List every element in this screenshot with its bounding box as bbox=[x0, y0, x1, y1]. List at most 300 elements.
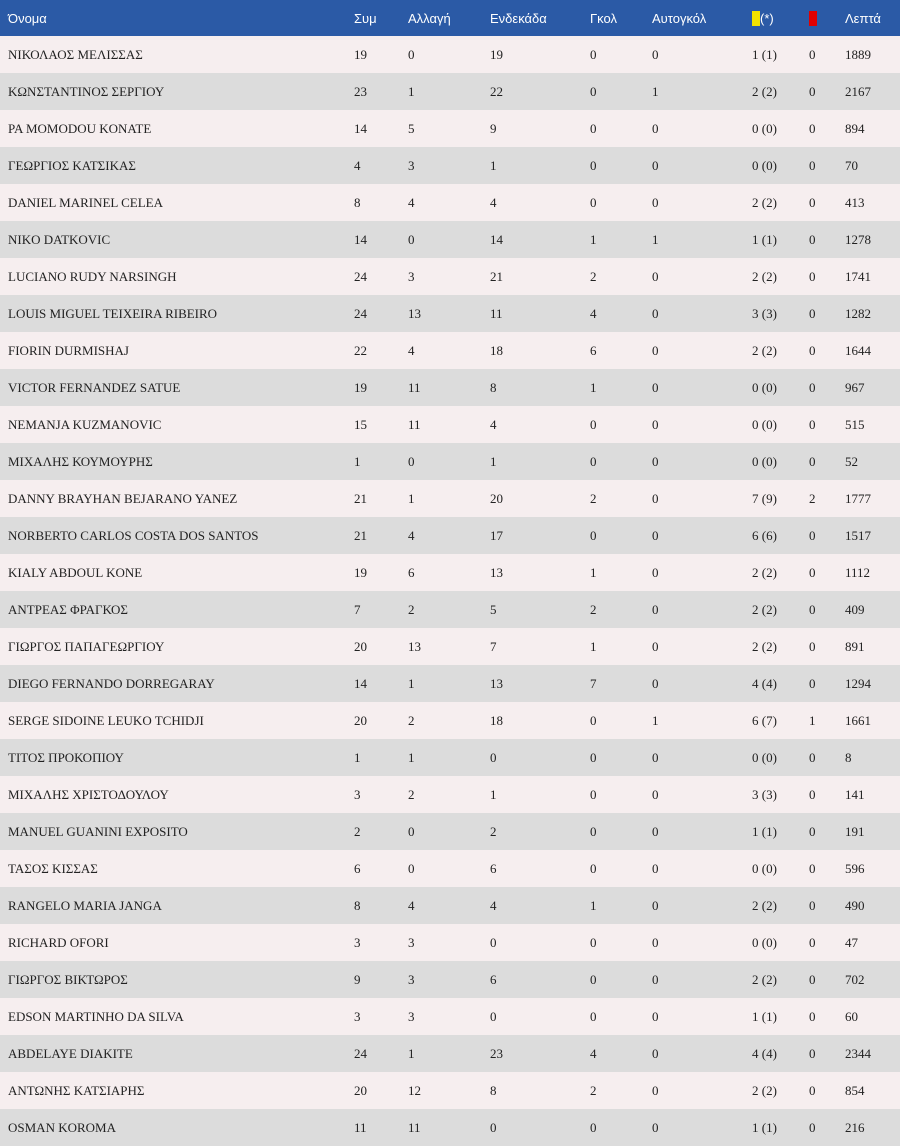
red-cards-cell: 0 bbox=[809, 73, 845, 110]
appearances-cell: 22 bbox=[354, 332, 408, 369]
table-row bbox=[0, 1109, 900, 1146]
red-cards-cell: 0 bbox=[809, 924, 845, 961]
appearances-cell: 23 bbox=[354, 73, 408, 110]
appearances-cell: 19 bbox=[354, 36, 408, 73]
player-name-cell[interactable]: MANUEL GUANINI EXPOSITO bbox=[0, 813, 354, 850]
player-name-cell[interactable]: NIKO DATKOVIC bbox=[0, 221, 354, 258]
minutes-cell: 1112 bbox=[845, 554, 900, 591]
own-goals-cell: 0 bbox=[652, 258, 752, 295]
appearances-cell: 20 bbox=[354, 1072, 408, 1109]
minutes-cell: 2167 bbox=[845, 73, 900, 110]
substitutions-cell: 0 bbox=[408, 443, 490, 480]
yellow-cards-cell: 0 (0) bbox=[752, 369, 809, 406]
substitutions-cell: 3 bbox=[408, 961, 490, 998]
substitutions-cell: 2 bbox=[408, 702, 490, 739]
player-name-cell[interactable]: ΚΩΝΣΤΑΝΤΙΝΟΣ ΣΕΡΓΙΟΥ bbox=[0, 73, 354, 110]
player-name-cell[interactable]: ΤΙΤΟΣ ΠΡΟΚΟΠΙΟΥ bbox=[0, 739, 354, 776]
substitutions-cell: 1 bbox=[408, 739, 490, 776]
yellow-cards-cell: 2 (2) bbox=[752, 332, 809, 369]
appearances-cell: 1 bbox=[354, 739, 408, 776]
player-name-cell[interactable]: SERGE SIDOINE LEUKO TCHIDJI bbox=[0, 702, 354, 739]
goals-cell: 0 bbox=[590, 147, 652, 184]
red-cards-cell: 0 bbox=[809, 554, 845, 591]
red-cards-cell: 0 bbox=[809, 147, 845, 184]
appearances-cell: 11 bbox=[354, 1109, 408, 1146]
table-header-row bbox=[0, 0, 900, 36]
appearances-cell: 20 bbox=[354, 628, 408, 665]
header-starts[interactable]: Ενδεκάδα bbox=[490, 0, 590, 36]
player-name-cell[interactable]: ΑΝΤΩΝΗΣ ΚΑΤΣΙΑΡΗΣ bbox=[0, 1072, 354, 1109]
goals-cell: 6 bbox=[590, 332, 652, 369]
player-name-cell[interactable]: ΜΙΧΑΛΗΣ ΚΟΥΜΟΥΡΗΣ bbox=[0, 443, 354, 480]
table-row bbox=[0, 332, 900, 369]
appearances-cell: 24 bbox=[354, 1035, 408, 1072]
red-cards-cell: 0 bbox=[809, 221, 845, 258]
red-cards-cell: 0 bbox=[809, 887, 845, 924]
yellow-cards-cell: 0 (0) bbox=[752, 850, 809, 887]
minutes-cell: 1777 bbox=[845, 480, 900, 517]
substitutions-cell: 4 bbox=[408, 332, 490, 369]
table-row bbox=[0, 739, 900, 776]
substitutions-cell: 3 bbox=[408, 258, 490, 295]
starts-cell: 4 bbox=[490, 406, 590, 443]
own-goals-cell: 0 bbox=[652, 184, 752, 221]
red-cards-cell: 2 bbox=[809, 480, 845, 517]
own-goals-cell: 0 bbox=[652, 110, 752, 147]
minutes-cell: 515 bbox=[845, 406, 900, 443]
starts-cell: 22 bbox=[490, 73, 590, 110]
substitutions-cell: 13 bbox=[408, 628, 490, 665]
substitutions-cell: 1 bbox=[408, 1035, 490, 1072]
minutes-cell: 894 bbox=[845, 110, 900, 147]
starts-cell: 2 bbox=[490, 813, 590, 850]
substitutions-cell: 1 bbox=[408, 73, 490, 110]
own-goals-cell: 0 bbox=[652, 776, 752, 813]
starts-cell: 21 bbox=[490, 258, 590, 295]
appearances-cell: 19 bbox=[354, 554, 408, 591]
starts-cell: 0 bbox=[490, 998, 590, 1035]
goals-cell: 0 bbox=[590, 406, 652, 443]
red-cards-cell: 0 bbox=[809, 517, 845, 554]
player-name-cell[interactable]: VICTOR FERNANDEZ SATUE bbox=[0, 369, 354, 406]
goals-cell: 2 bbox=[590, 258, 652, 295]
header-subs[interactable]: Αλλαγή bbox=[408, 0, 490, 36]
table-row bbox=[0, 665, 900, 702]
own-goals-cell: 0 bbox=[652, 591, 752, 628]
yellow-cards-cell: 1 (1) bbox=[752, 998, 809, 1035]
red-cards-cell: 0 bbox=[809, 665, 845, 702]
player-name-cell[interactable]: LUCIANO RUDY NARSINGH bbox=[0, 258, 354, 295]
player-name-cell[interactable]: KIALY ABDOUL KONE bbox=[0, 554, 354, 591]
yellow-cards-cell: 6 (6) bbox=[752, 517, 809, 554]
yellow-cards-cell: 0 (0) bbox=[752, 147, 809, 184]
yellow-cards-cell: 1 (1) bbox=[752, 1109, 809, 1146]
minutes-cell: 490 bbox=[845, 887, 900, 924]
goals-cell: 0 bbox=[590, 443, 652, 480]
own-goals-cell: 0 bbox=[652, 739, 752, 776]
own-goals-cell: 0 bbox=[652, 850, 752, 887]
red-cards-cell: 0 bbox=[809, 406, 845, 443]
goals-cell: 1 bbox=[590, 369, 652, 406]
minutes-cell: 1517 bbox=[845, 517, 900, 554]
player-name-cell[interactable]: ΓΙΩΡΓΟΣ ΠΑΠΑΓΕΩΡΓΙΟΥ bbox=[0, 628, 354, 665]
substitutions-cell: 0 bbox=[408, 221, 490, 258]
table-row bbox=[0, 924, 900, 961]
table-row bbox=[0, 480, 900, 517]
goals-cell: 1 bbox=[590, 887, 652, 924]
yellow-cards-cell: 0 (0) bbox=[752, 110, 809, 147]
player-name-cell[interactable]: DANNY BRAYHAN BEJARANO YANEZ bbox=[0, 480, 354, 517]
table-row bbox=[0, 998, 900, 1035]
appearances-cell: 19 bbox=[354, 369, 408, 406]
starts-cell: 5 bbox=[490, 591, 590, 628]
starts-cell: 9 bbox=[490, 110, 590, 147]
minutes-cell: 60 bbox=[845, 998, 900, 1035]
yellow-cards-cell: 2 (2) bbox=[752, 1072, 809, 1109]
player-name-cell[interactable]: DIEGO FERNANDO DORREGARAY bbox=[0, 665, 354, 702]
player-name-cell[interactable]: NEMANJA KUZMANOVIC bbox=[0, 406, 354, 443]
goals-cell: 7 bbox=[590, 665, 652, 702]
table-row bbox=[0, 554, 900, 591]
appearances-cell: 3 bbox=[354, 998, 408, 1035]
goals-cell: 0 bbox=[590, 850, 652, 887]
substitutions-cell: 11 bbox=[408, 406, 490, 443]
header-red-cards[interactable] bbox=[809, 0, 845, 36]
own-goals-cell: 0 bbox=[652, 1109, 752, 1146]
appearances-cell: 21 bbox=[354, 517, 408, 554]
yellow-cards-cell: 2 (2) bbox=[752, 961, 809, 998]
minutes-cell: 216 bbox=[845, 1109, 900, 1146]
player-name-cell[interactable]: PA MOMODOU KONATE bbox=[0, 110, 354, 147]
yellow-cards-cell: 2 (2) bbox=[752, 628, 809, 665]
appearances-cell: 1 bbox=[354, 443, 408, 480]
red-cards-cell: 0 bbox=[809, 369, 845, 406]
yellow-cards-cell: 0 (0) bbox=[752, 924, 809, 961]
own-goals-cell: 0 bbox=[652, 813, 752, 850]
red-cards-cell: 0 bbox=[809, 36, 845, 73]
yellow-cards-cell: 2 (2) bbox=[752, 887, 809, 924]
substitutions-cell: 0 bbox=[408, 813, 490, 850]
red-cards-cell: 0 bbox=[809, 591, 845, 628]
starts-cell: 11 bbox=[490, 295, 590, 332]
player-name-cell[interactable]: LOUIS MIGUEL TEIXEIRA RIBEIRO bbox=[0, 295, 354, 332]
red-cards-cell: 0 bbox=[809, 1072, 845, 1109]
own-goals-cell: 0 bbox=[652, 1035, 752, 1072]
goals-cell: 0 bbox=[590, 702, 652, 739]
red-cards-cell: 0 bbox=[809, 295, 845, 332]
red-cards-cell: 1 bbox=[809, 702, 845, 739]
player-name-cell[interactable]: FIORIN DURMISHAJ bbox=[0, 332, 354, 369]
own-goals-cell: 0 bbox=[652, 887, 752, 924]
yellow-cards-cell: 2 (2) bbox=[752, 184, 809, 221]
appearances-cell: 2 bbox=[354, 813, 408, 850]
appearances-cell: 14 bbox=[354, 665, 408, 702]
minutes-cell: 8 bbox=[845, 739, 900, 776]
table-row bbox=[0, 1035, 900, 1072]
starts-cell: 7 bbox=[490, 628, 590, 665]
yellow-cards-cell: 4 (4) bbox=[752, 1035, 809, 1072]
table-row bbox=[0, 110, 900, 147]
header-own-goals[interactable]: Αυτογκόλ bbox=[652, 0, 752, 36]
red-cards-cell: 0 bbox=[809, 628, 845, 665]
player-name-cell[interactable]: ΝΙΚΟΛΑΟΣ ΜΕΛΙΣΣΑΣ bbox=[0, 36, 354, 73]
appearances-cell: 7 bbox=[354, 591, 408, 628]
header-yellow-note: (*) bbox=[760, 10, 774, 26]
minutes-cell: 191 bbox=[845, 813, 900, 850]
appearances-cell: 15 bbox=[354, 406, 408, 443]
goals-cell: 0 bbox=[590, 739, 652, 776]
starts-cell: 4 bbox=[490, 887, 590, 924]
own-goals-cell: 0 bbox=[652, 480, 752, 517]
minutes-cell: 1741 bbox=[845, 258, 900, 295]
substitutions-cell: 1 bbox=[408, 665, 490, 702]
minutes-cell: 47 bbox=[845, 924, 900, 961]
goals-cell: 0 bbox=[590, 998, 652, 1035]
goals-cell: 2 bbox=[590, 591, 652, 628]
own-goals-cell: 0 bbox=[652, 36, 752, 73]
goals-cell: 0 bbox=[590, 1109, 652, 1146]
header-minutes[interactable]: Λεπτά bbox=[845, 0, 900, 36]
own-goals-cell: 0 bbox=[652, 369, 752, 406]
yellow-cards-cell: 2 (2) bbox=[752, 73, 809, 110]
player-name-cell[interactable]: RANGELO MARIA JANGA bbox=[0, 887, 354, 924]
player-name-cell[interactable]: DANIEL MARINEL CELEA bbox=[0, 184, 354, 221]
starts-cell: 6 bbox=[490, 961, 590, 998]
own-goals-cell: 1 bbox=[652, 221, 752, 258]
player-name-cell[interactable]: OSMAN KOROMA bbox=[0, 1109, 354, 1146]
appearances-cell: 24 bbox=[354, 258, 408, 295]
starts-cell: 20 bbox=[490, 480, 590, 517]
starts-cell: 18 bbox=[490, 332, 590, 369]
own-goals-cell: 0 bbox=[652, 628, 752, 665]
starts-cell: 17 bbox=[490, 517, 590, 554]
red-cards-cell: 0 bbox=[809, 998, 845, 1035]
own-goals-cell: 0 bbox=[652, 295, 752, 332]
table-row bbox=[0, 628, 900, 665]
appearances-cell: 3 bbox=[354, 776, 408, 813]
red-cards-cell: 0 bbox=[809, 332, 845, 369]
appearances-cell: 14 bbox=[354, 221, 408, 258]
minutes-cell: 409 bbox=[845, 591, 900, 628]
starts-cell: 8 bbox=[490, 369, 590, 406]
own-goals-cell: 0 bbox=[652, 517, 752, 554]
substitutions-cell: 12 bbox=[408, 1072, 490, 1109]
red-cards-cell: 0 bbox=[809, 1109, 845, 1146]
player-name-cell[interactable]: EDSON MARTINHO DA SILVA bbox=[0, 998, 354, 1035]
yellow-cards-cell: 3 (3) bbox=[752, 295, 809, 332]
goals-cell: 4 bbox=[590, 295, 652, 332]
substitutions-cell: 11 bbox=[408, 369, 490, 406]
goals-cell: 1 bbox=[590, 554, 652, 591]
minutes-cell: 1278 bbox=[845, 221, 900, 258]
table-row bbox=[0, 221, 900, 258]
table-row bbox=[0, 147, 900, 184]
starts-cell: 6 bbox=[490, 850, 590, 887]
substitutions-cell: 0 bbox=[408, 850, 490, 887]
substitutions-cell: 2 bbox=[408, 591, 490, 628]
appearances-cell: 4 bbox=[354, 147, 408, 184]
substitutions-cell: 4 bbox=[408, 517, 490, 554]
table-row bbox=[0, 295, 900, 332]
appearances-cell: 8 bbox=[354, 184, 408, 221]
goals-cell: 0 bbox=[590, 110, 652, 147]
yellow-cards-cell: 0 (0) bbox=[752, 739, 809, 776]
minutes-cell: 413 bbox=[845, 184, 900, 221]
red-cards-cell: 0 bbox=[809, 739, 845, 776]
starts-cell: 13 bbox=[490, 554, 590, 591]
starts-cell: 1 bbox=[490, 776, 590, 813]
minutes-cell: 141 bbox=[845, 776, 900, 813]
yellow-cards-cell: 2 (2) bbox=[752, 258, 809, 295]
own-goals-cell: 0 bbox=[652, 665, 752, 702]
table-row bbox=[0, 776, 900, 813]
minutes-cell: 1661 bbox=[845, 702, 900, 739]
starts-cell: 23 bbox=[490, 1035, 590, 1072]
header-goals[interactable]: Γκολ bbox=[590, 0, 652, 36]
starts-cell: 1 bbox=[490, 147, 590, 184]
starts-cell: 19 bbox=[490, 36, 590, 73]
table-row bbox=[0, 406, 900, 443]
own-goals-cell: 0 bbox=[652, 406, 752, 443]
player-name-cell[interactable]: NORBERTO CARLOS COSTA DOS SANTOS bbox=[0, 517, 354, 554]
table-row bbox=[0, 258, 900, 295]
table-row bbox=[0, 961, 900, 998]
own-goals-cell: 0 bbox=[652, 332, 752, 369]
table-row bbox=[0, 36, 900, 73]
yellow-card-icon bbox=[752, 11, 760, 26]
yellow-cards-cell: 0 (0) bbox=[752, 443, 809, 480]
starts-cell: 4 bbox=[490, 184, 590, 221]
appearances-cell: 21 bbox=[354, 480, 408, 517]
minutes-cell: 52 bbox=[845, 443, 900, 480]
appearances-cell: 20 bbox=[354, 702, 408, 739]
goals-cell: 1 bbox=[590, 628, 652, 665]
header-apps[interactable]: Συμ bbox=[354, 0, 408, 36]
table-body bbox=[0, 36, 900, 1146]
yellow-cards-cell: 2 (2) bbox=[752, 591, 809, 628]
appearances-cell: 24 bbox=[354, 295, 408, 332]
own-goals-cell: 0 bbox=[652, 961, 752, 998]
player-name-cell[interactable]: ΑΝΤΡΕΑΣ ΦΡΑΓΚΟΣ bbox=[0, 591, 354, 628]
own-goals-cell: 1 bbox=[652, 73, 752, 110]
red-cards-cell: 0 bbox=[809, 850, 845, 887]
player-name-cell[interactable]: ΤΑΣΟΣ ΚΙΣΣΑΣ bbox=[0, 850, 354, 887]
minutes-cell: 702 bbox=[845, 961, 900, 998]
appearances-cell: 9 bbox=[354, 961, 408, 998]
yellow-cards-cell: 1 (1) bbox=[752, 813, 809, 850]
minutes-cell: 2344 bbox=[845, 1035, 900, 1072]
table-row bbox=[0, 887, 900, 924]
starts-cell: 18 bbox=[490, 702, 590, 739]
player-name-cell[interactable]: ΓΙΩΡΓΟΣ ΒΙΚΤΩΡΟΣ bbox=[0, 961, 354, 998]
yellow-cards-cell: 3 (3) bbox=[752, 776, 809, 813]
header-yellow-cards[interactable] bbox=[752, 0, 809, 36]
goals-cell: 0 bbox=[590, 961, 652, 998]
red-cards-cell: 0 bbox=[809, 258, 845, 295]
player-name-cell[interactable]: RICHARD OFORI bbox=[0, 924, 354, 961]
substitutions-cell: 0 bbox=[408, 36, 490, 73]
table-row bbox=[0, 813, 900, 850]
yellow-cards-cell: 1 (1) bbox=[752, 36, 809, 73]
goals-cell: 0 bbox=[590, 776, 652, 813]
table-row bbox=[0, 369, 900, 406]
player-name-cell[interactable]: ABDELAYE DIAKITE bbox=[0, 1035, 354, 1072]
goals-cell: 0 bbox=[590, 924, 652, 961]
red-cards-cell: 0 bbox=[809, 443, 845, 480]
red-card-icon bbox=[809, 11, 817, 26]
red-cards-cell: 0 bbox=[809, 776, 845, 813]
red-cards-cell: 0 bbox=[809, 961, 845, 998]
starts-cell: 0 bbox=[490, 1109, 590, 1146]
table-row bbox=[0, 1072, 900, 1109]
table-row bbox=[0, 850, 900, 887]
player-name-cell[interactable]: ΓΕΩΡΓΙΟΣ ΚΑΤΣΙΚΑΣ bbox=[0, 147, 354, 184]
table-row bbox=[0, 591, 900, 628]
yellow-cards-cell: 4 (4) bbox=[752, 665, 809, 702]
own-goals-cell: 0 bbox=[652, 147, 752, 184]
yellow-cards-cell: 2 (2) bbox=[752, 554, 809, 591]
red-cards-cell: 0 bbox=[809, 184, 845, 221]
own-goals-cell: 0 bbox=[652, 998, 752, 1035]
minutes-cell: 1889 bbox=[845, 36, 900, 73]
substitutions-cell: 6 bbox=[408, 554, 490, 591]
table-row bbox=[0, 702, 900, 739]
table-row bbox=[0, 443, 900, 480]
substitutions-cell: 4 bbox=[408, 184, 490, 221]
minutes-cell: 70 bbox=[845, 147, 900, 184]
table-row bbox=[0, 73, 900, 110]
yellow-cards-cell: 1 (1) bbox=[752, 221, 809, 258]
minutes-cell: 854 bbox=[845, 1072, 900, 1109]
table-row bbox=[0, 517, 900, 554]
red-cards-cell: 0 bbox=[809, 1035, 845, 1072]
player-name-cell[interactable]: ΜΙΧΑΛΗΣ ΧΡΙΣΤΟΔΟΥΛΟΥ bbox=[0, 776, 354, 813]
red-cards-cell: 0 bbox=[809, 813, 845, 850]
own-goals-cell: 1 bbox=[652, 702, 752, 739]
substitutions-cell: 13 bbox=[408, 295, 490, 332]
yellow-cards-cell: 7 (9) bbox=[752, 480, 809, 517]
substitutions-cell: 3 bbox=[408, 998, 490, 1035]
goals-cell: 2 bbox=[590, 1072, 652, 1109]
appearances-cell: 6 bbox=[354, 850, 408, 887]
header-name[interactable]: Όνομα bbox=[0, 0, 354, 36]
starts-cell: 0 bbox=[490, 924, 590, 961]
starts-cell: 0 bbox=[490, 739, 590, 776]
minutes-cell: 1294 bbox=[845, 665, 900, 702]
starts-cell: 1 bbox=[490, 443, 590, 480]
substitutions-cell: 3 bbox=[408, 924, 490, 961]
goals-cell: 0 bbox=[590, 517, 652, 554]
minutes-cell: 891 bbox=[845, 628, 900, 665]
goals-cell: 0 bbox=[590, 184, 652, 221]
substitutions-cell: 11 bbox=[408, 1109, 490, 1146]
starts-cell: 14 bbox=[490, 221, 590, 258]
goals-cell: 1 bbox=[590, 221, 652, 258]
substitutions-cell: 2 bbox=[408, 776, 490, 813]
minutes-cell: 1644 bbox=[845, 332, 900, 369]
substitutions-cell: 5 bbox=[408, 110, 490, 147]
yellow-cards-cell: 6 (7) bbox=[752, 702, 809, 739]
starts-cell: 13 bbox=[490, 665, 590, 702]
minutes-cell: 1282 bbox=[845, 295, 900, 332]
red-cards-cell: 0 bbox=[809, 110, 845, 147]
goals-cell: 2 bbox=[590, 480, 652, 517]
substitutions-cell: 3 bbox=[408, 147, 490, 184]
goals-cell: 0 bbox=[590, 73, 652, 110]
goals-cell: 0 bbox=[590, 813, 652, 850]
minutes-cell: 967 bbox=[845, 369, 900, 406]
starts-cell: 8 bbox=[490, 1072, 590, 1109]
